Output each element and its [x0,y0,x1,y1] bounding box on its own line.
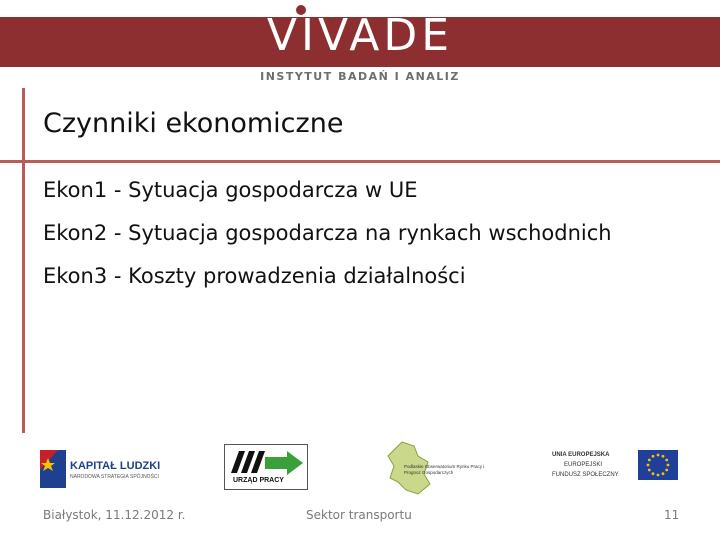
slide-title: Czynniki ekonomiczne [43,108,344,139]
brand-subtitle: INSTYTUT BADAŃ I ANALIZ [260,70,460,83]
kapital-ludzki-subtitle: NARODOWA STRATEGIA SPÓJNOŚCI [70,474,159,480]
urzad-pracy-icon [225,445,307,477]
obserwatorium-text: Podlaskie Obserwatorium Rynku Pracy i Prognoz Gospodarczych [404,464,485,475]
kapital-ludzki-logo [36,440,176,490]
kapital-ludzki-icon [36,440,72,490]
footer-date: Białystok, 11.12.2012 r. [43,508,186,522]
vertical-rule [22,88,25,433]
eu-line2: EUROPEJSKI [564,462,603,468]
urzad-pracy-logo [224,444,308,490]
kapital-ludzki-title: KAPITAŁ LUDZKI [70,460,161,472]
eu-line3: FUNDUSZ SPOŁECZNY [552,472,619,478]
list-item: Ekon1 - Sytuacja gospodarcza w UE [43,178,418,202]
page-number: 11 [664,508,680,522]
obserwatorium-logo [384,440,502,496]
bullet-list [43,175,612,304]
list-item: Ekon3 - Koszty prowadzenia działalności [43,264,466,288]
eu-fund-logo [548,448,680,484]
horizontal-rule [0,160,720,163]
footer-section: Sektor transportu [306,508,412,522]
eu-line1: UNIA EUROPEJSKA [552,452,610,458]
brand-logo: VIVADE [266,10,454,61]
list-item: Ekon2 - Sytuacja gospodarcza na rynkach wschodnich [43,221,612,245]
eu-flag-icon [638,450,678,480]
urzad-pracy-label: URZĄD PRACY [233,477,284,484]
